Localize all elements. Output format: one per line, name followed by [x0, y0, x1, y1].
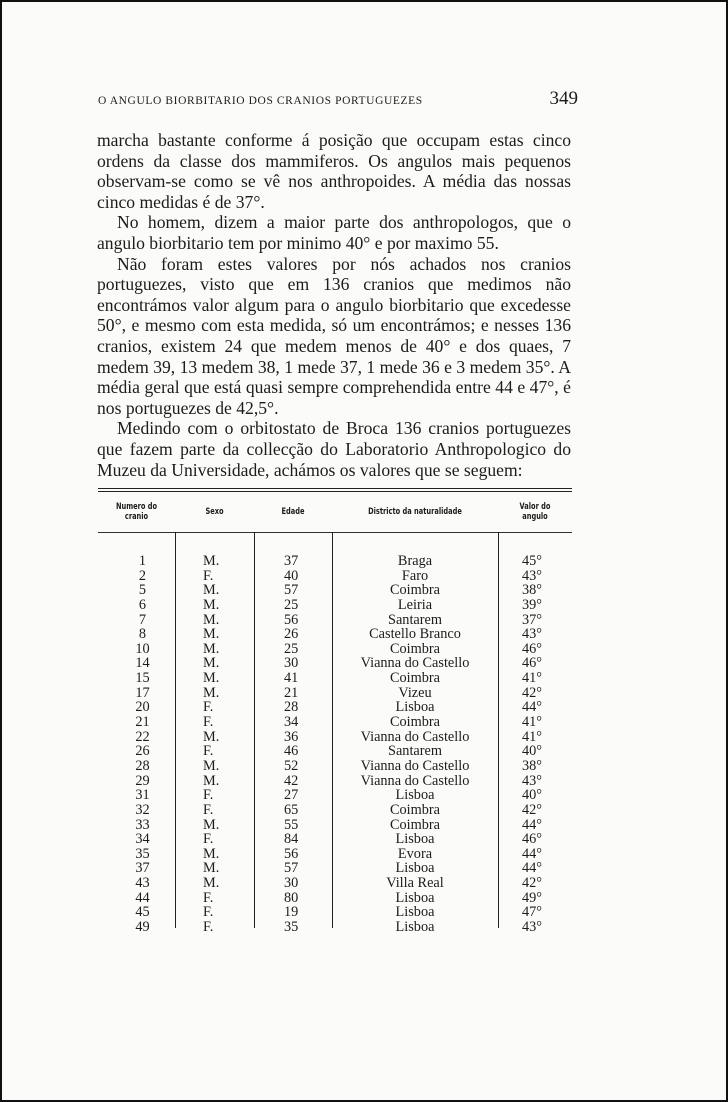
- table-row: [98, 656, 572, 671]
- cell-cranium-number: 44: [135, 889, 150, 906]
- cell-district: Lisboa: [395, 904, 435, 921]
- cell-age: 19: [284, 904, 299, 921]
- cell-district: Villa Real: [386, 875, 444, 892]
- cell-district: Coimbra: [389, 816, 441, 833]
- cell-cranium-number: 7: [138, 611, 147, 628]
- table-row: [98, 891, 572, 906]
- cell-sex: M.: [203, 757, 220, 774]
- cell-age: 25: [284, 596, 299, 613]
- cell-sex: M.: [203, 582, 220, 599]
- cell-district: Coimbra: [389, 582, 441, 599]
- cell-cranium-number: 37: [135, 860, 150, 877]
- cell-angle: 40°: [522, 743, 543, 760]
- cell-district: Castello Branco: [369, 626, 461, 643]
- cell-angle: 46°: [522, 831, 543, 848]
- table-row: [98, 774, 572, 789]
- cell-sex: F.: [203, 787, 214, 804]
- cell-age: 55: [284, 816, 299, 833]
- cell-angle: 38°: [522, 757, 543, 774]
- cell-sex: F.: [203, 801, 214, 818]
- cell-sex: F.: [203, 743, 214, 760]
- header-sex: Sexo: [205, 507, 224, 517]
- cell-age: 28: [284, 699, 299, 716]
- cell-cranium-number: 35: [135, 845, 150, 862]
- cell-cranium-number: 28: [135, 757, 150, 774]
- cell-district: Santarem: [388, 743, 442, 760]
- cell-sex: F.: [203, 904, 214, 921]
- cell-age: 30: [284, 875, 299, 892]
- cell-age: 84: [284, 831, 299, 848]
- cell-angle: 46°: [522, 655, 543, 672]
- cell-district: Coimbra: [389, 714, 441, 731]
- cell-angle: 41°: [522, 728, 543, 745]
- cell-age: 65: [284, 801, 299, 818]
- cell-district: Vianna do Castello: [360, 757, 470, 774]
- cell-district: Vianna do Castello: [360, 655, 470, 672]
- cell-sex: M.: [203, 655, 220, 672]
- cell-age: 35: [284, 919, 299, 936]
- cell-district: Santarem: [388, 611, 442, 628]
- cell-age: 27: [284, 787, 299, 804]
- running-title: O ANGULO BIORBITARIO DOS CRANIOS PORTUGUEZES: [98, 95, 423, 107]
- cell-cranium-number: 10: [135, 640, 150, 657]
- cell-district: Vianna do Castello: [360, 728, 470, 745]
- table-row: [98, 715, 572, 730]
- cell-cranium-number: 14: [135, 655, 150, 672]
- page-header: [98, 88, 578, 110]
- cell-cranium-number: 29: [135, 772, 150, 789]
- table-row: [98, 759, 572, 774]
- cell-angle: 43°: [522, 567, 543, 584]
- craniums-table: [98, 488, 572, 935]
- cell-age: 42: [284, 772, 299, 789]
- cell-sex: M.: [203, 772, 220, 789]
- header-angle: Valor do angulo: [519, 502, 551, 522]
- table-row: [98, 583, 572, 598]
- cell-sex: M.: [203, 553, 220, 569]
- table-row: [98, 818, 572, 833]
- table-row: [98, 847, 572, 862]
- cell-angle: 44°: [522, 860, 543, 877]
- cell-cranium-number: 31: [135, 787, 150, 804]
- paragraph: marcha bastante conforme á posição que occupam estas cinco ordens da classe dos mammiferos. Os angulos mais pequenos observam-se como se vê nos anthropoides. A média das nossas cinco medidas é de 37°.: [97, 130, 571, 212]
- cell-cranium-number: 2: [138, 567, 147, 584]
- cell-age: 52: [284, 757, 299, 774]
- cell-age: 30: [284, 655, 299, 672]
- header-cranium-number: Numero do cranio: [115, 502, 158, 522]
- cell-cranium-number: 5: [138, 582, 147, 599]
- table-row: [98, 788, 572, 803]
- cell-sex: M.: [203, 670, 220, 687]
- cell-sex: M.: [203, 596, 220, 613]
- cell-district: Lisboa: [395, 860, 435, 877]
- cell-angle: 42°: [522, 684, 543, 701]
- cell-sex: M.: [203, 875, 220, 892]
- cell-sex: M.: [203, 626, 220, 643]
- cell-cranium-number: 33: [135, 816, 150, 833]
- cell-age: 34: [284, 714, 299, 731]
- cell-angle: 43°: [522, 626, 543, 643]
- cell-district: Braga: [397, 553, 433, 569]
- page-number: 349: [549, 88, 578, 109]
- paragraph: No homem, dizem a maior parte dos anthropologos, que o angulo biorbitario tem por minimo 40° e por maximo 55.: [97, 212, 571, 253]
- table-row: [98, 642, 572, 657]
- cell-cranium-number: 45: [135, 904, 150, 921]
- cell-cranium-number: 8: [138, 626, 147, 643]
- cell-sex: M.: [203, 728, 220, 745]
- cell-angle: 41°: [522, 714, 543, 731]
- cell-age: 57: [284, 860, 299, 877]
- cell-angle: 43°: [522, 772, 543, 789]
- cell-cranium-number: 17: [135, 684, 150, 701]
- cell-district: Leiria: [397, 596, 433, 613]
- cell-angle: 41°: [522, 670, 543, 687]
- table-row: [98, 700, 572, 715]
- table-row: [98, 905, 572, 920]
- table-body: [98, 533, 572, 935]
- table-row: [98, 803, 572, 818]
- cell-sex: M.: [203, 816, 220, 833]
- cell-cranium-number: 20: [135, 699, 150, 716]
- table-header-row: [98, 492, 572, 533]
- cell-cranium-number: 15: [135, 670, 150, 687]
- cell-age: 56: [284, 611, 299, 628]
- cell-district: Faro: [401, 567, 429, 584]
- cell-angle: 44°: [522, 845, 543, 862]
- cell-sex: F.: [203, 699, 214, 716]
- cell-district: Lisboa: [395, 699, 435, 716]
- cell-district: Lisboa: [395, 919, 435, 936]
- cell-sex: M.: [203, 640, 220, 657]
- cell-angle: 42°: [522, 875, 543, 892]
- table-row: [98, 861, 572, 876]
- cell-angle: 38°: [522, 582, 543, 599]
- table-row: [98, 832, 572, 847]
- table-row: [98, 671, 572, 686]
- cell-cranium-number: 43: [135, 875, 150, 892]
- cell-cranium-number: 26: [135, 743, 150, 760]
- cell-sex: F.: [203, 889, 214, 906]
- cell-cranium-number: 21: [135, 714, 150, 731]
- table-row: [98, 920, 572, 935]
- cell-age: 57: [284, 582, 299, 599]
- cell-district: Vizeu: [398, 684, 432, 701]
- cell-sex: F.: [203, 919, 214, 936]
- cell-district: Lisboa: [395, 889, 435, 906]
- cell-angle: 49°: [522, 889, 543, 906]
- cell-angle: 42°: [522, 801, 543, 818]
- cell-sex: F.: [203, 714, 214, 731]
- cell-sex: M.: [203, 845, 220, 862]
- paragraph: Medindo com o orbitostato de Broca 136 cranios portuguezes que fazem parte da collecção do Laboratorio Anthropologico do Muzeu da Universidade, achámos os valores que se seguem:: [97, 418, 571, 480]
- cell-cranium-number: 49: [135, 919, 150, 936]
- cell-angle: 47°: [522, 904, 543, 921]
- cell-age: 46: [284, 743, 299, 760]
- cell-angle: 44°: [522, 816, 543, 833]
- cell-angle: 37°: [522, 611, 543, 628]
- header-district: Districto da naturalidade: [368, 507, 462, 517]
- cell-age: 36: [284, 728, 299, 745]
- cell-district: Lisboa: [395, 831, 435, 848]
- cell-district: Coimbra: [389, 801, 441, 818]
- cell-sex: M.: [203, 860, 220, 877]
- cell-district: Coimbra: [389, 670, 441, 687]
- cell-angle: 46°: [522, 640, 543, 657]
- cell-sex: M.: [203, 684, 220, 701]
- cell-cranium-number: 34: [135, 831, 150, 848]
- cell-angle: 40°: [522, 787, 543, 804]
- cell-angle: 39°: [522, 596, 543, 613]
- table-row: [98, 554, 572, 569]
- cell-age: 25: [284, 640, 299, 657]
- cell-angle: 44°: [522, 699, 543, 716]
- cell-cranium-number: 6: [138, 596, 147, 613]
- table-row: [98, 744, 572, 759]
- table-row: [98, 613, 572, 628]
- table-row: [98, 627, 572, 642]
- cell-age: 26: [284, 626, 299, 643]
- cell-sex: M.: [203, 611, 220, 628]
- cell-cranium-number: 22: [135, 728, 150, 745]
- header-age: Edade: [281, 507, 305, 517]
- cell-district: Lisboa: [395, 787, 435, 804]
- paragraph: Não foram estes valores por nós achados nos cranios portuguezes, visto que em 136 cranios que medimos não encontrámos valor algum para o angulo biorbitario que excedesse 50°, e mesmo com esta medida, só um encontrámos; e nesses 136 cranios, existem 24 que medem menos de 40° e dos quaes, 7 medem 39, 13 medem 38, 1 mede 37, 1 mede 36 e 3 medem 35°. A média geral que está quasi sempre comprehendida entre 44 e 47°, é nos portuguezes de 42,5°.: [97, 253, 571, 418]
- table-row: [98, 730, 572, 745]
- cell-cranium-number: 1: [138, 553, 147, 569]
- cell-angle: 45°: [522, 553, 543, 569]
- cell-district: Vianna do Castello: [360, 772, 470, 789]
- cell-age: 41: [284, 670, 299, 687]
- table-row: [98, 569, 572, 584]
- cell-age: 21: [284, 684, 299, 701]
- cell-sex: F.: [203, 831, 214, 848]
- table-row: [98, 598, 572, 613]
- table-row: [98, 876, 572, 891]
- cell-age: 56: [284, 845, 299, 862]
- cell-district: Evora: [397, 845, 433, 862]
- cell-age: 40: [284, 567, 299, 584]
- table-row: [98, 686, 572, 701]
- cell-age: 37: [284, 553, 299, 569]
- cell-cranium-number: 32: [135, 801, 150, 818]
- cell-angle: 43°: [522, 919, 543, 936]
- cell-age: 80: [284, 889, 299, 906]
- cell-sex: F.: [203, 567, 214, 584]
- cell-district: Coimbra: [389, 640, 441, 657]
- body-text: [97, 130, 571, 480]
